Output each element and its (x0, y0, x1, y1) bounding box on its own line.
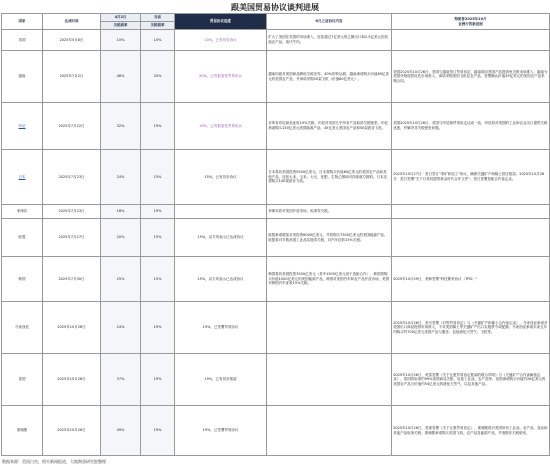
content-cell: 扩大了美国在英国的市场准入，包括超过7亿美元的乙醇出口和2.5亿美元的其他农产品，取代牛肉。 (267, 30, 392, 51)
page-title: 跟美国贸易协议谈判进展 (231, 3, 319, 12)
apr2-rate-cell: 32% (101, 103, 141, 150)
apr2-rate-cell: 25% (101, 257, 141, 302)
header-country: 国家 (2, 14, 43, 30)
current-rate-cell: 19% (141, 406, 175, 456)
oct-cell: 2025年10月26日，美柬签署《关于互惠贸易协定》，柬埔寨将对美国所有工业品、农产品、食品和其他产品取消关税；柬埔寨承诺购买美国飞机、农产品及能源产品，并消除非关税壁垒。 (392, 406, 550, 456)
table-row (2, 150, 550, 205)
header-cur-rate: 关税税率 (141, 22, 175, 30)
content-cell: 菲律宾将对美国开放市场，取消零关税。 (267, 205, 392, 219)
country-cell: 泰国 (2, 354, 43, 406)
status-cell: 19%，已有框架性贸易协议 (175, 103, 267, 150)
current-rate-cell: 19% (141, 205, 175, 219)
status-cell: 15%，双方均表示已达成协议 (175, 219, 267, 257)
current-rate-cell: 15% (141, 257, 175, 302)
apr2-rate-cell: 37% (101, 354, 141, 406)
table-row (2, 30, 550, 51)
country-cell: 欧盟 (2, 219, 43, 257)
header-oct-title: 特朗普2025年10月 (454, 16, 487, 21)
country-cell[interactable]: 日本 (2, 150, 43, 205)
date-cell: 2025年10月26日 (43, 354, 101, 406)
content-cell (267, 302, 392, 354)
date-cell: 2025年7月30日 (43, 257, 101, 302)
header-row-1 (2, 14, 550, 22)
content-cell (267, 406, 392, 456)
date-cell: 2025年5月8日 (43, 30, 101, 51)
header-date: 达成时间 (43, 14, 101, 30)
table-row (2, 302, 550, 354)
oct-cell: 美国2025年10月26日，美国与印尼就贸易协定达成一致，印尼将对美国的工业和农业出口提供关税优惠，并解决非关税壁垒问题。 (392, 103, 550, 150)
content-cell: 欧盟承诺增加对美投资6000亿美元，并将购买7500亿美元的美国能源产品，欧盟将对多数美国工业品实施零关税，对汽车征收15%关税。 (267, 219, 392, 257)
source-note: 数据来源：美国白宫，相关新闻报道，大地期货研究院整理 (2, 459, 106, 464)
current-rate-cell: 15% (141, 150, 175, 205)
date-cell: 2025年7月27日 (43, 219, 101, 257)
country-cell: 韩国 (2, 257, 43, 302)
oct-cell: 2025年10月26日，美马签署《对等贸易协定》与《关键矿产和稀土合作备忘录》，马来西亚承诺对美国出口商品提供市场准入，不对美国稀土等关键矿产出口实施禁令或配额；马来西亚承诺未来五年内购买约700亿美元美国产品与服务，包括液化天然气、飞机等。 (392, 302, 550, 354)
country-cell[interactable]: 印尼 (2, 103, 43, 150)
apr2-rate-cell: 24% (101, 150, 141, 205)
date-cell: 2025年7月23日 (43, 205, 101, 219)
apr2-rate-cell: 46% (101, 51, 141, 103)
apr2-rate-cell: 20% (101, 219, 141, 257)
status-cell: 19%，已签署贸易协议 (175, 406, 267, 456)
oct-cell: 2025年10月29日，美韩签署"科技繁荣协议（TPD）" (392, 257, 550, 302)
oct-cell: 2025年10月26日，美泰签署《关于互惠贸易协定框架的联合声明》与《关键矿产合作谅解备忘录》，泰国将取消约99%美国商品关税，包括工业品、农产品等；泰国承诺购买价值约26亿美元的美国农产品与价值约54亿美元的液化天然气，以及其他产品。 (392, 354, 550, 406)
status-cell: 19%，已签署贸易协议 (175, 302, 267, 354)
content-cell: 日本将向美国投资5500亿美元，日本将购买价值80亿美元的美国农产品和其他产品，包括大米、玉米、大豆、化肥、生物乙醇和可持续航空燃料，日本还将购买100架波音飞机。 (267, 150, 392, 205)
date-cell: 2025年7月2日 (43, 51, 101, 103)
table-row (2, 51, 550, 103)
header-apr2: 4月2日 (101, 14, 141, 22)
date-cell: 2025年7月23日 (43, 150, 101, 205)
current-rate-cell: 10% (141, 30, 175, 51)
oct-cell (392, 205, 550, 219)
status-cell (175, 205, 267, 219)
date-cell: 2025年10月26日 (43, 302, 101, 354)
date-cell: 2025年10月26日 (43, 406, 101, 456)
header-aug-content: 8月之前协议内容 (267, 14, 392, 30)
content-cell (267, 354, 392, 406)
date-cell: 2025年7月22日 (43, 103, 101, 150)
status-cell: 15%，双方均表示已达成协议 (175, 257, 267, 302)
table-row (2, 406, 550, 456)
country-cell: 英国 (2, 30, 43, 51)
country-cell: 柬埔寨 (2, 406, 43, 456)
oct-cell: 2025年10月27日：美日签订"采矿和加工"协议，确保关键矿产和稀土供应框架；2025年10月28日：美日签署"关于日美同盟的黄金时代合作文件"，美日签署造船合作备忘录。 (392, 150, 550, 205)
current-rate-cell: 15% (141, 219, 175, 257)
status-cell: 19%，已有初步框架 (175, 354, 267, 406)
header-oct-sub: 亚洲行的新进展 (458, 21, 483, 26)
content-cell: 对所有印尼商品征收19%关税，印尼对美国几乎所有产品取消关税壁垒，印尼承诺购买150亿美元美国能源产品、45亿美元美国农产品和50架波音飞机。 (267, 103, 392, 150)
oct-cell (392, 30, 550, 51)
apr2-rate-cell: 10% (101, 30, 141, 51)
oct-cell: 美国2025年10月26日，美国与越南签订贸易协定，越南将向美国产品提供免关税市场准入；越南为美国货物提供优先市场准入，承诺采购美国飞机及农产品，签署确认价值29亿美元的美国农产品采购合同。 (392, 51, 550, 103)
header-base-rate: 关税税率 (101, 22, 141, 30)
current-rate-cell: 20% (141, 51, 175, 103)
current-rate-cell: 19% (141, 302, 175, 354)
country-cell: 菲律宾 (2, 205, 43, 219)
apr2-rate-cell: 18% (101, 205, 141, 219)
table-row (2, 354, 550, 406)
apr2-rate-cell: 24% (101, 302, 141, 354)
header-trade-agreement: 贸易协议进度 (175, 14, 267, 30)
status-cell: 10%，已有初步协议 (175, 30, 267, 51)
content-cell: 越南同意对美国商品降低关税至零，40%的转运税，越南承诺购买价值80亿美元的美国农产品，并承诺采购50架飞机（价值80亿美元）。 (267, 51, 392, 103)
table-row (2, 103, 550, 150)
agreement-table (1, 13, 550, 456)
status-cell: 20%，已有框架性贸易协议 (175, 51, 267, 103)
country-cell: 越南 (2, 51, 43, 103)
status-cell: 15%，已有初步协议 (175, 150, 267, 205)
current-rate-cell: 19% (141, 103, 175, 150)
table-row (2, 219, 550, 257)
country-cell: 马来西亚 (2, 302, 43, 354)
header-current: 当前 (141, 14, 175, 22)
header-oct-progress (392, 14, 550, 30)
table-row (2, 205, 550, 219)
table-row (2, 257, 550, 302)
current-rate-cell: 19% (141, 354, 175, 406)
apr2-rate-cell: 49% (101, 406, 141, 456)
content-cell: 韩国将向美国投资3500亿美元（其中1500亿美元用于造船合作），韩国将购买价值1000亿美元的美国能源产品，韩国对美国汽车和农产品开放市场，美国对韩国汽车征收15%关税。 (267, 257, 392, 302)
oct-cell (392, 219, 550, 257)
